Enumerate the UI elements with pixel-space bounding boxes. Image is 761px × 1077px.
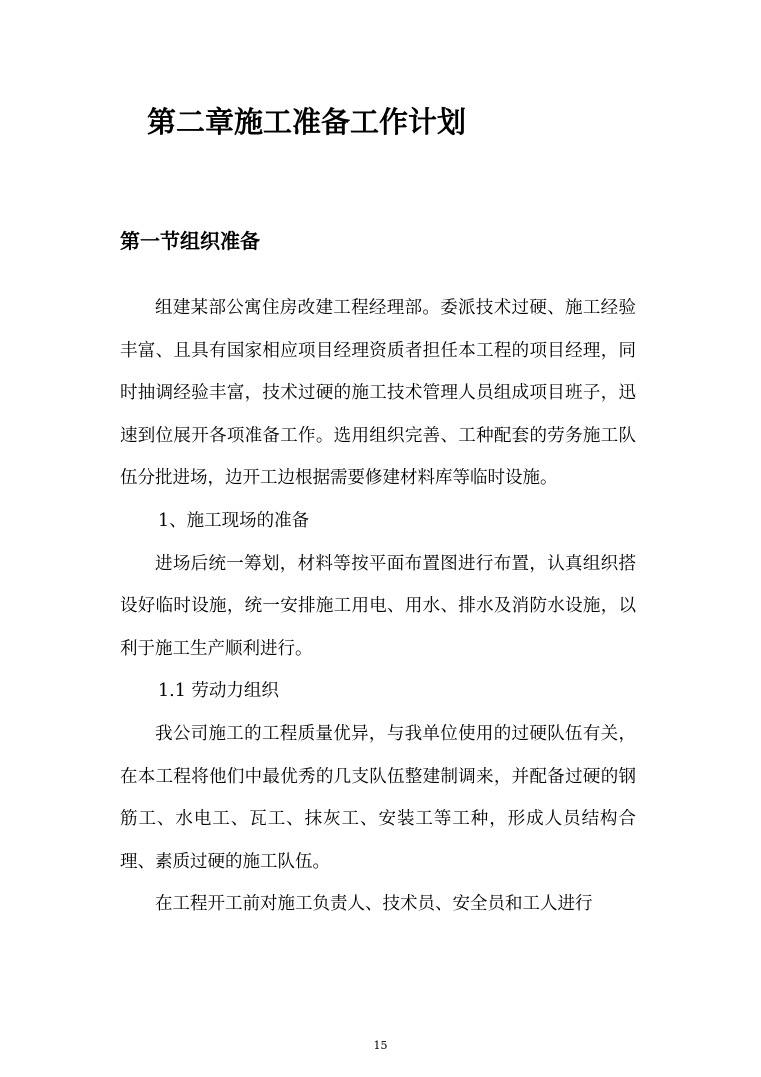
chapter-title: 第二章施工准备工作计划 bbox=[147, 105, 467, 139]
subheading-site-preparation: 1、施工现场的准备 bbox=[158, 510, 310, 531]
subheading-labor-organization: 1.1 劳动力组织 bbox=[158, 681, 279, 702]
paragraph-organization: 组建某部公寓住房改建工程经理部。委派技术过硬、施工经验丰富、且具有国家相应项目经理资质者担任本工程的项目经理，同时抽调经验丰富，技术过硬的施工技术管理人员组成项目班子，迅速到位展开各项准备工作。选用组织完善、工种配套的劳务施工队伍分批进场，边开工边根据需要修建材料库等临时设施。 bbox=[120, 298, 636, 489]
paragraph-labor-organization: 我公司施工的工程质量优异，与我单位使用的过硬队伍有关，在本工程将他们中最优秀的几支队伍整建制调来，并配备过硬的钢筋工、水电工、瓦工、抹灰工、安装工等工种，形成人员结构合理、素质过硬的施工队伍。 bbox=[120, 723, 636, 872]
body-text bbox=[120, 287, 636, 926]
paragraph-site-preparation: 进场后统一筹划，材料等按平面布置图进行布置，认真组织搭设好临时设施，统一安排施工用电、用水、排水及消防水设施，以利于施工生产顺利进行。 bbox=[120, 553, 636, 659]
page-number: 15 bbox=[373, 1039, 388, 1052]
paragraph-training: 在工程开工前对施工负责人、技术员、安全员和工人进行 bbox=[155, 894, 593, 915]
section-title: 第一节组织准备 bbox=[120, 229, 260, 253]
